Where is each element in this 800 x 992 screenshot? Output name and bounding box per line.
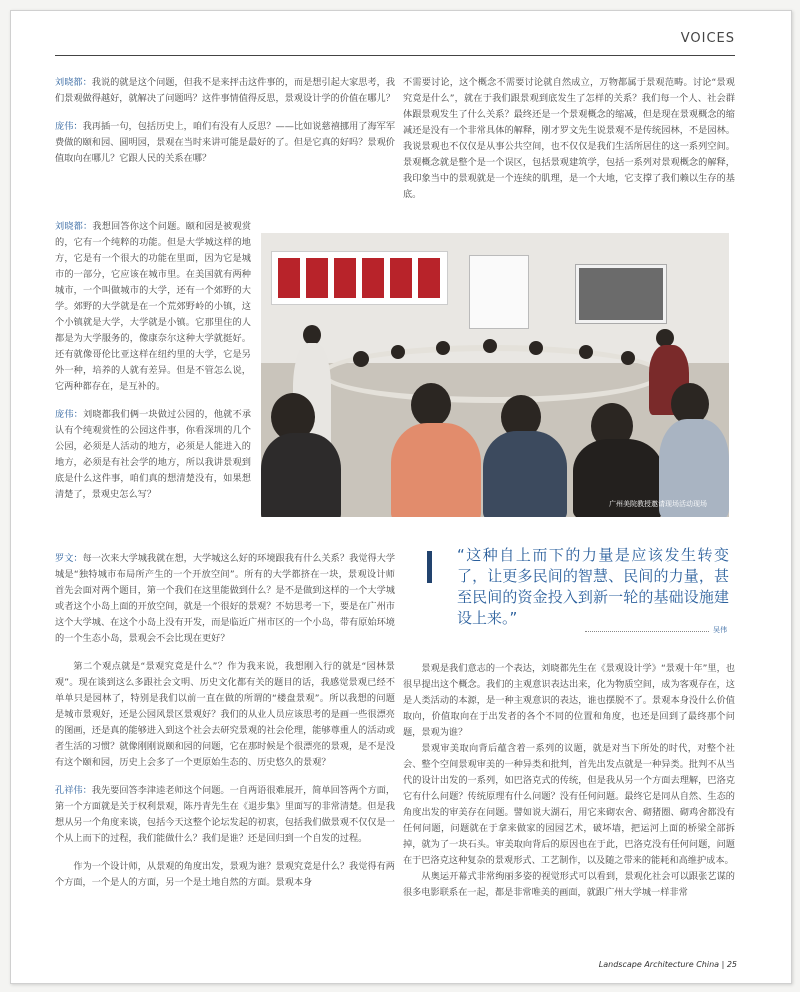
dialogue-paragraph xyxy=(55,659,395,771)
dialogue-paragraph xyxy=(55,119,395,167)
speaker-name: 刘晓都： xyxy=(55,77,92,88)
right-column-bottom xyxy=(403,661,735,901)
speaker-name: 刘晓都： xyxy=(55,221,93,232)
red-banner xyxy=(271,251,448,305)
page-footer: Landscape Architecture China | 25 xyxy=(598,960,737,969)
photo-caption: 广州美院教授邀请现场活动现场 xyxy=(609,500,707,508)
paragraph: 景观是我们意志的一个表达，刘晓都先生在《景观设计学》“景观十年”里，也很早提出这个概念。我们的主观意识表达出来，化为物质空间，成为客观存在，这是人类活动的本源，是一种主观意识的表达，谁也摆脱不了。景观本身没什么价值取向，价值取向在于出发者的各个不同的位置和角度，也还是回到了最终那个问题，景观为谁？ xyxy=(403,663,735,738)
section-label: VOICES xyxy=(680,31,735,46)
dialogue-paragraph xyxy=(55,219,251,395)
dialogue-text: 刘晓都我们俩一块做过公园的，他就不承认有个纯观赏性的公园这件事，你看深圳的几个公园，必须是人活动的地方，必须是人能进入的地方，必须是有社会学的地方，所以我讲景观到底是什么这件事，咱们真的想清楚没有，如果想清楚了，景观史怎么写？ xyxy=(55,409,252,500)
dialogue-paragraph xyxy=(55,407,251,503)
poster-board xyxy=(469,255,529,329)
dialogue-paragraph xyxy=(55,551,395,647)
dialogue-block-bottom xyxy=(55,551,395,903)
dialogue-text: 第二个观点就是“景观究竟是什么”？作为我来说，我想刚入行的就是“园林景观”。现在谈到这么多跟社会文明、历史文化都有关的题目的话，我感觉景观已经不单单只是园林了，特别是我们以前一直在做的所谓的“楼盘景观”。所以我想的问题是城市景观好，还是公园风景区景观好？我们的从业人员应该思考的是画一些很漂亮的图画，还是真的能够进入到这个社会去研究景观的社会伦理，能够尊重人的活动或者生活的习惯？就像刚刚说颐和园的问题，它在那时候是个很漂亮的景观，是不是没有这个颐和园，历史上会多了一个更原始生态的、历史悠久的景观？ xyxy=(55,661,395,768)
dialogue-text: 我说的就是这个问题，但我不是来抨击这件事的，而是想引起大家思考，我们景观做得越好，就解决了问题吗？这件事情值得反思，景观设计学的价值在哪儿？ xyxy=(55,77,396,104)
paragraph: 从奥运开幕式非常绚丽多姿的视觉形式可以看到，景观化社会可以跟张艺谋的很多电影联系在一起，都是非常唯美的画面，就跟广州大学城一样非常 xyxy=(403,871,735,898)
quote-dotted-rule xyxy=(585,631,709,632)
speaker-name: 孔祥伟： xyxy=(55,785,92,796)
dialogue-block-top xyxy=(55,75,395,179)
speaker-name: 庞伟： xyxy=(55,409,84,420)
conference-photo xyxy=(261,233,729,517)
paragraph: 不需要讨论，这个概念不需要讨论就自然成立，万物都属于景观范畴。讨论“景观究竟是什么”，就在于我们跟景观到底发生了怎样的关系？我们每一个人、社会群体跟景观发生了什么关系？最终还是一个景观概念的缩减，但是现在景观概念的缩减还是没有一个非常具体的解释，刚才罗文先生说景观不是传统园林，不是园林。我说景观也不仅仅是从事公共空间，也不仅仅是我们生活所居住的这一系列空间。景观概念就是整个是一个误区，包括景观建筑学，包括一系列对景观概念的解释，我印象当中的景观就是一个连续的肌理，是一个大地，它支撑了我们赖以生存的基底。 xyxy=(403,77,735,200)
quote-author: 吴伟 xyxy=(713,626,727,634)
quote-bar xyxy=(427,551,432,583)
paragraph: 景观审美取向背后蕴含着一系列的议题，就是对当下所处的时代，对整个社会、整个空间景观审美的一种异类和批判，首先出发点就是一种异类。批判不从当代的设计出发的一系列，如巴洛克式的传统，但是我从另一个方面去理解，巴洛克它有什么问题？传统原理有什么问题？没有任何问题。最终它是同从自然、生态的角度出发的审美存在问题。譬如说大湖石，用它来砌农舍、砌猪圈、砌鸡舍都没有任何问题，问题就在于拿来做家的园园艺术，破坏墙，把运河上面的桥梁全部拆掉，就为了一块石头。审美取向背后的原因也在于此，巴洛克没有任何问题，问题在于巴洛克这种复杂的景观形式、工艺制作，以及随之带来的能耗和高维护成本。 xyxy=(403,743,735,866)
dialogue-paragraph xyxy=(55,783,395,847)
dialogue-text: 我想回答你这个问题。颐和园是被观赏的，它有一个纯粹的功能。但是大学城这样的地方，它是有一个很大的功能在里面，因为它是城市的一部分，它应该在城市里。在美国就有两种城市，一个叫做城市的大学，还有一个郊野的大学。郊野的大学就是在一个荒郊野岭的小镇，这个小镇就是大学，大学就是小镇。它那里住的人都是为大学服务的，像康奈尔这种大学就挺好。还有就像哥伦比亚这样在纽约里的大学，它是另外一种，培养的人就有差异。但是不管怎么说，它两种都存在，是互补的。 xyxy=(55,221,252,392)
right-column-top xyxy=(403,75,735,215)
dialogue-text: 我再插一句，包括历史上，咱们有没有人反思？——比如说慈禧挪用了海军军费做的颐和园、圆明园，景观在当时来讲可能是最好的了。但是它真的好吗？景观价值取向在哪儿？它跟人民的关系在哪？ xyxy=(55,121,396,164)
header-rule xyxy=(55,55,735,56)
dialogue-paragraph xyxy=(55,75,395,107)
dialogue-text: 作为一个设计师，从景观的角度出发，景观为谁？景观究竟是什么？我觉得有两个方面，一个是人的方面，另一个是土地自然的方面。景观本身 xyxy=(55,861,395,888)
wall-painting xyxy=(576,265,666,323)
round-table xyxy=(321,345,663,403)
magazine-page xyxy=(10,10,792,984)
quote-text: “这种自上而下的力量是应该发生转变了，让更多民间的智慧、民间的力量，甚至民间的资金投入到新一轮的基础设施建设上来。” xyxy=(457,546,729,627)
dialogue-block-middle xyxy=(55,219,251,515)
dialogue-text: 每一次来大学城我就在想，大学城这么好的环境跟我有什么关系？我觉得大学城是“独特城市布局所产生的一个开放空间”。所有的大学都挤在一块，景观设计师首先会面对两个题目，第一个我们在这里能做到什么？是不是做到这样的一个大学城或者这个小岛上面的开放空间，就是一个很好的景观？不妨思考一下，要是在广州市这个大学城、在这个小岛上没有开发，而是临近广州市区的一个小岛，带有原始环境的一个生态小岛，景观会不会比现在更好？ xyxy=(55,553,396,644)
speaker-name: 庞伟： xyxy=(55,121,83,132)
dialogue-paragraph xyxy=(55,859,395,891)
speaker-name: 罗文： xyxy=(55,553,83,564)
dialogue-text: 我先要回答李津逵老师这个问题。一自两语很难展开，简单回答两个方面，第一个方面就是关于权利景观，陈丹青先生在《退步集》里面写的非常清楚。但是我想从另一个角度来谈，包括今天这整个论坛发起的初衷，包括我们做景观不仅仅是一个从上而下的过程，我们能做什么？我们是谁？还是回归到一个自发的过程。 xyxy=(55,785,396,844)
